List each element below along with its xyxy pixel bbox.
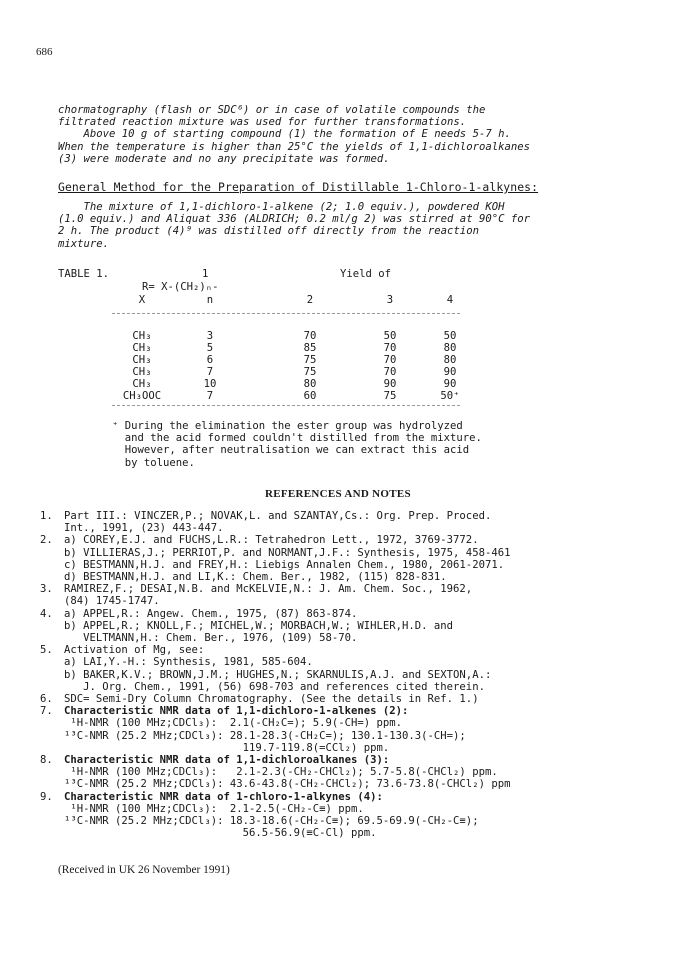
reference-line: SDC= Semi-Dry Column Chromatography. (See the details in Ref. 1.) — [64, 693, 479, 706]
cell-n: 10 — [203, 378, 217, 390]
cell-yield-3: 90 — [383, 378, 397, 390]
cell-yield-4: 90 — [443, 378, 457, 390]
reference-line: Characteristic NMR data of 1,1-dichloro-1-alkenes (2): — [64, 705, 409, 718]
reference-line: ¹³C-NMR (25.2 MHz;CDCl₃): 18.3-18.6(-CH₂-C≡); 69.5-69.9(-CH₂-C≡); — [64, 815, 479, 828]
reference-line: c) BESTMANN,H.J. and FREY,H.: Liebigs Annalen Chem., 1980, 2061-2071. — [64, 558, 505, 571]
reference-line: VELTMANN,H.: Chem. Ber., 1976, (109) 58-70. — [64, 632, 358, 645]
intro-line: filtrated reaction mixture was used for further transformations. — [58, 116, 467, 129]
table-row — [112, 342, 472, 354]
cell-yield-2: 70 — [303, 330, 317, 342]
table-row — [112, 366, 472, 378]
reference-line: a) LAI,Y.-H.: Synthesis, 1981, 585-604. — [64, 656, 313, 669]
cell-x: CH₃ — [132, 366, 152, 378]
column-header-3: 3 — [386, 294, 394, 306]
reference-item — [40, 754, 670, 791]
reference-line: Activation of Mg, see: — [64, 644, 205, 657]
reference-item — [40, 791, 670, 840]
intro-line: When the temperature is higher than 25°C the yields of 1,1-dichloroalkanes — [58, 140, 530, 153]
table-row — [112, 378, 472, 390]
table-title: TABLE 1. — [58, 268, 110, 280]
column-header-4: 4 — [446, 294, 454, 306]
cell-yield-3: 50 — [383, 330, 397, 342]
reference-line: d) BESTMANN,H.J. and LI,K.: Chem. Ber., 1982, (115) 828-831. — [64, 571, 447, 584]
cell-yield-4: 50⁺ — [440, 390, 460, 402]
cell-n: 7 — [206, 366, 214, 378]
intro-line: (3) were moderate and no any precipitate was formed. — [58, 152, 390, 165]
reference-line: 56.5-56.9(≡C-Cl) ppm. — [64, 827, 377, 840]
reference-line: Part III.: VINCZER,P.; NOVAK,L. and SZANTAY,Cs.: Org. Prep. Proced. — [64, 510, 492, 522]
reference-line: b) APPEL,R.; KNOLL,F.; MICHEL,W.; MORBACH,W.; WIHLER,H.D. and — [64, 619, 454, 632]
cell-yield-2: 75 — [303, 354, 317, 366]
cell-x: CH₃ — [132, 378, 152, 390]
reference-item — [40, 705, 670, 754]
intro-line: chormatography (flash or SDC⁶) or in case of volatile compounds the — [58, 104, 486, 116]
reference-number: 7. — [40, 705, 53, 718]
cell-yield-3: 75 — [383, 390, 397, 402]
reference-item — [40, 583, 670, 607]
table-footnote — [112, 420, 482, 469]
page-number: 686 — [36, 46, 53, 58]
column-header-n: n — [206, 294, 214, 306]
cell-n: 5 — [206, 342, 214, 354]
reference-line: (84) 1745-1747. — [64, 595, 160, 608]
table-compound-label: 1 — [202, 268, 209, 280]
reference-number: 6. — [40, 693, 53, 706]
reference-number: 5. — [40, 644, 53, 657]
cell-n: 6 — [206, 354, 214, 366]
reference-line: ¹H-NMR (100 MHz;CDCl₃): 2.1-2.5(-CH₂-C≡) ppm. — [64, 802, 364, 815]
reference-line: a) APPEL,R.: Angew. Chem., 1975, (87) 863-874. — [64, 607, 358, 620]
method-line: The mixture of 1,1-dichloro-1-alkene (2; 1.0 equiv.), powdered KOH — [58, 201, 505, 213]
reference-line: ¹³C-NMR (25.2 MHz;CDCl₃): 28.1-28.3(-CH₂C=); 130.1-130.3(-CH=); — [64, 729, 466, 742]
intro-paragraph — [58, 104, 668, 165]
reference-line: Int., 1991, (23) 443-447. — [64, 522, 224, 535]
cell-x: CH₃OOC — [122, 390, 162, 402]
footnote-line: and the acid formed couldn't distilled from the mixture. — [112, 432, 482, 445]
cell-yield-3: 70 — [383, 366, 397, 378]
cell-yield-4: 50 — [443, 330, 457, 342]
footnote-line: However, after neutralisation we can extract this acid — [112, 444, 470, 457]
reference-number: 4. — [40, 607, 53, 620]
cell-yield-3: 70 — [383, 342, 397, 354]
reference-line: Characteristic NMR data of 1-chloro-1-alkynes (4): — [64, 790, 383, 803]
reference-number: 3. — [40, 583, 53, 596]
reference-item — [40, 644, 670, 693]
reference-item — [40, 693, 670, 705]
table-row — [112, 330, 472, 342]
table-rule — [112, 405, 460, 406]
cell-yield-2: 60 — [303, 390, 317, 402]
reference-line: Characteristic NMR data of 1,1-dichloroalkanes (3): — [64, 754, 390, 767]
reference-line: ¹³C-NMR (25.2 MHz;CDCl₃): 43.6-43.8(-CH₂-CHCl₂); 73.6-73.8(-CHCl₂) ppm — [64, 778, 511, 791]
cell-x: CH₃ — [132, 354, 152, 366]
received-date: (Received in UK 26 November 1991) — [58, 864, 230, 876]
footnote-line: by toluene. — [112, 456, 195, 469]
method-paragraph — [58, 201, 668, 250]
method-heading: General Method for the Preparation of Distillable 1-Chloro-1-alkynes: — [58, 180, 539, 194]
cell-x: CH₃ — [132, 330, 152, 342]
cell-yield-2: 85 — [303, 342, 317, 354]
table-row — [112, 390, 472, 402]
cell-yield-3: 70 — [383, 354, 397, 366]
table-header-row — [112, 294, 472, 306]
reference-number: 9. — [40, 790, 53, 803]
reference-item — [40, 510, 670, 534]
reference-item — [40, 534, 670, 583]
table-yield-label: Yield of — [340, 268, 392, 280]
cell-n: 3 — [206, 330, 214, 342]
reference-line: 119.7-119.8(=CCl₂) ppm. — [64, 741, 390, 754]
reference-line: J. Org. Chem., 1991, (56) 698-703 and references cited therein. — [64, 680, 485, 693]
reference-line: ¹H-NMR (100 MHz;CDCl₃): 2.1-2.3(-CH₂-CHCl₂); 5.7-5.8(-CHCl₂) ppm. — [64, 766, 498, 779]
cell-x: CH₃ — [132, 342, 152, 354]
table-row — [112, 354, 472, 366]
method-line: 2 h. The product (4)⁹ was distilled off directly from the reaction — [58, 225, 479, 238]
cell-yield-4: 90 — [443, 366, 457, 378]
reference-line: b) BAKER,K.V.; BROWN,J.M.; HUGHES,N.; SKARNULIS,A.J. and SEXTON,A.: — [64, 668, 492, 681]
method-line: mixture. — [58, 237, 110, 250]
cell-yield-2: 80 — [303, 378, 317, 390]
intro-line: Above 10 g of starting compound (1) the formation of E needs 5-7 h. — [58, 128, 511, 141]
reference-number: 1. — [40, 510, 53, 522]
footnote-line: ⁺ During the elimination the ester group was hydrolyzed — [112, 420, 463, 432]
table-formula: R= X-(CH₂)ₙ- — [142, 281, 219, 293]
method-line: (1.0 equiv.) and Aliquat 336 (ALDRICH; 0.2 ml/g 2) was stirred at 90°C for — [58, 213, 530, 226]
cell-yield-4: 80 — [443, 354, 457, 366]
cell-yield-4: 80 — [443, 342, 457, 354]
cell-yield-2: 75 — [303, 366, 317, 378]
reference-line: b) VILLIERAS,J.; PERRIOT,P. and NORMANT,J.F.: Synthesis, 1975, 458-461 — [64, 546, 511, 559]
column-header-2: 2 — [306, 294, 314, 306]
references-list — [40, 510, 670, 839]
references-heading: REFERENCES AND NOTES — [265, 488, 411, 500]
reference-item — [40, 608, 670, 645]
table-rule — [112, 313, 460, 314]
reference-line: RAMIREZ,F.; DESAI,N.B. and McKELVIE,N.: J. Am. Chem. Soc., 1962, — [64, 583, 473, 596]
reference-number: 2. — [40, 534, 53, 547]
cell-n: 7 — [206, 390, 214, 402]
column-header-x: X — [138, 294, 146, 306]
reference-number: 8. — [40, 754, 53, 767]
reference-line: a) COREY,E.J. and FUCHS,L.R.: Tetrahedron Lett., 1972, 3769-3772. — [64, 534, 479, 547]
reference-line: ¹H-NMR (100 MHz;CDCl₃): 2.1(-CH₂C=); 5.9(-CH=) ppm. — [64, 717, 403, 730]
